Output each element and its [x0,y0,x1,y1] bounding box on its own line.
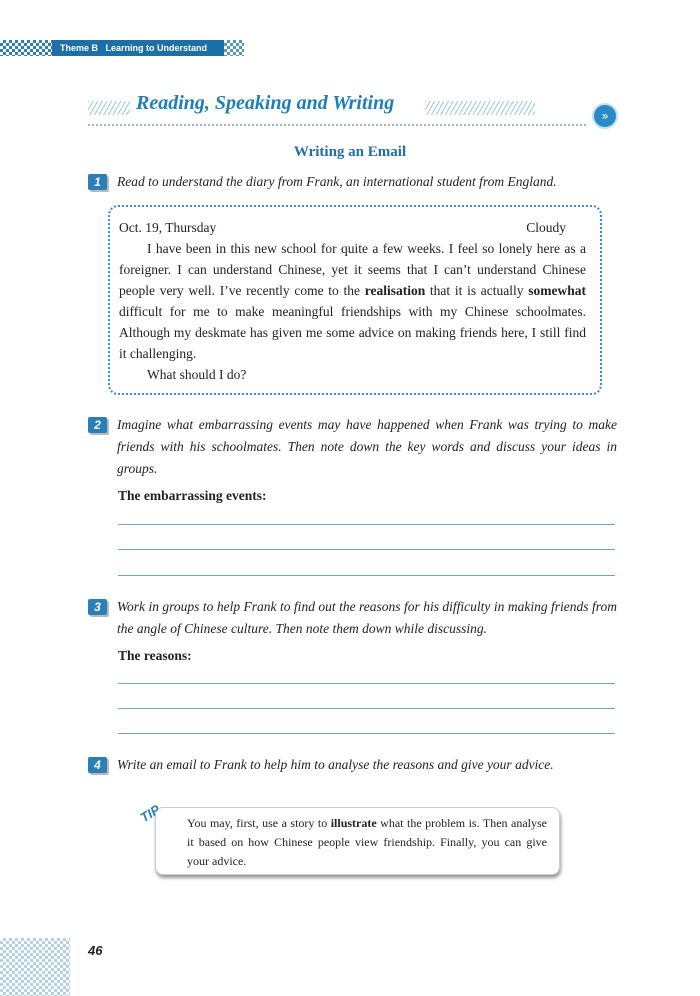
diary-box [108,205,602,395]
checker-decoration [224,40,244,56]
diary-weather: Cloudy [526,220,566,235]
hatch-decoration [88,101,130,115]
text: difficult for me to make meaningful friendships with my Chinese schoolmates. Although my deskmate has given me some advice on making friends here, I still find it challenging. [119,304,586,361]
writing-line[interactable] [118,524,615,525]
diary-question: What should I do? [147,367,247,382]
diary-paragraph [119,238,586,364]
subtitle: Writing an Email [293,144,407,160]
answer-label: The embarrassing events: [118,488,267,503]
task-number-badge: 3 [88,599,107,615]
theme-title: Learning to Understand [105,43,208,53]
writing-line[interactable] [118,708,615,709]
writing-line[interactable] [118,733,615,734]
hatch-decoration [425,101,535,115]
divider [88,124,586,126]
checker-decoration [0,938,70,996]
task-number-badge: 2 [88,417,107,433]
diary-date: Oct. 19, Thursday [119,220,217,235]
tip-label: TIP [137,801,163,826]
task-instruction: Imagine what embarrassing events may have happened when Frank was trying to make friends with his schoolmates. Then note down the key words and discuss your ideas in groups. [117,417,617,476]
bold-word: illustrate [330,816,377,830]
tip-box [155,807,560,875]
checker-decoration [0,40,52,56]
task-number-badge: 4 [88,757,107,773]
task-number-badge: 1 [88,174,107,190]
text: what the problem is. Then analyse it based on how Chinese people view friendship. Finally, you can give your advice. [187,816,547,868]
page-number: 46 [88,943,103,958]
writing-line[interactable] [118,575,615,576]
writing-line[interactable] [118,549,615,550]
task-instruction: Work in groups to help Frank to find out the reasons for his difficulty in making friends from the angle of Chinese culture. Then note them down while discussing. [117,599,617,636]
writing-line[interactable] [118,683,615,684]
task-instruction: Write an email to Frank to help him to analyse the reasons and give your advice. [117,757,554,772]
task-instruction: Read to understand the diary from Frank, an international student from England. [117,174,557,189]
theme-header [52,40,224,56]
text: You may, first, use a story to [187,816,331,830]
text: that it is actually [425,283,529,298]
text: I have been in this new school for quite a few weeks. I feel so lonely here as a foreigner. I can understand Chinese, yet it seems that I can’t understand Chinese people very well. I’ve recently come to the [119,241,586,298]
theme-label: Theme B [60,43,99,53]
bold-word: somewhat [528,283,586,298]
bold-word: realisation [364,283,426,298]
double-chevron-down-icon: » [592,103,618,129]
answer-label: The reasons: [118,648,192,663]
section-title: Reading, Speaking and Writing [136,92,395,114]
